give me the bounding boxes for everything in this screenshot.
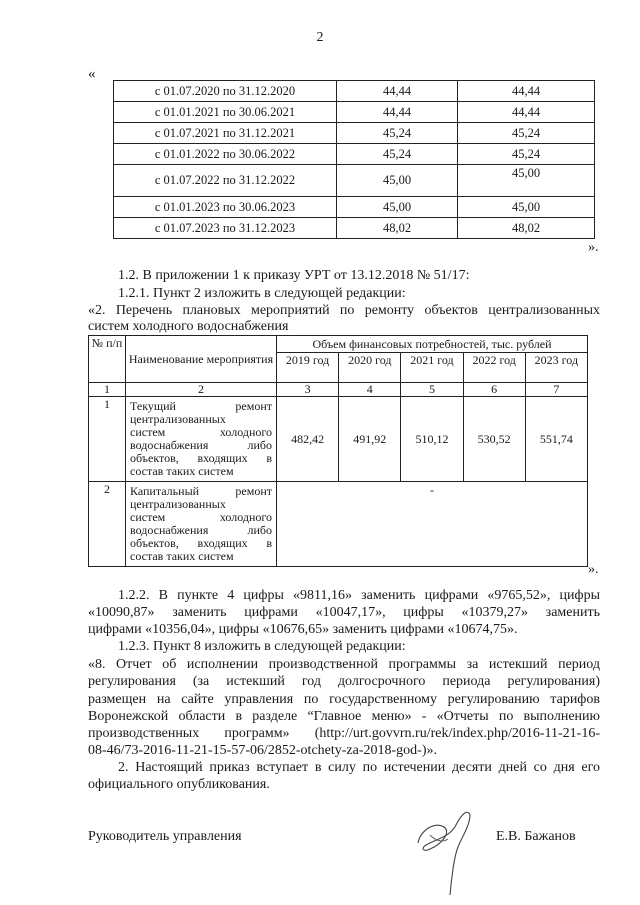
value-cell: 45,00 <box>337 165 458 197</box>
period-cell: с 01.07.2021 по 31.12.2021 <box>114 123 337 144</box>
header-volume: Объем финансовых потребностей, тыс. рублей <box>277 336 588 353</box>
closing-quote-1: ». <box>588 240 599 255</box>
dash-cell: - <box>277 482 588 567</box>
row-num: 1 <box>89 397 126 482</box>
name-line: систем холодного <box>130 510 272 524</box>
name-line: централизованных <box>130 497 226 511</box>
paragraph-2-line: «2. Перечень плановых мероприятий по ремонту объектов централизованных <box>88 303 600 318</box>
value-cell: 44,44 <box>458 102 595 123</box>
paragraph-1-2-2-line: 1.2.2. В пункте 4 цифры «9811,16» заменить цифрами «9765,52», цифры <box>118 588 600 603</box>
column-number-row <box>89 383 588 397</box>
value-cell: 44,44 <box>458 81 595 102</box>
period-cell: с 01.01.2023 по 30.06.2023 <box>114 197 337 218</box>
value-cell: 551,74 <box>525 397 587 482</box>
value-cell: 530,52 <box>463 397 525 482</box>
header-year: 2023 год <box>525 353 587 383</box>
period-cell: с 01.07.2022 по 31.12.2022 <box>114 165 337 197</box>
paragraph-1-2-2-line: «10090,87» заменить цифрами «10047,17», цифры «10379,27» заменить <box>88 605 600 620</box>
paragraph-8-line: регулирования (за истекший год долгосрочного периода регулирования) <box>88 674 600 689</box>
paragraph-1-2-2-line: цифрами «10356,04», цифры «10676,65» заменить цифрами «10674,75». <box>88 622 518 637</box>
signature-name: Е.В. Бажанов <box>496 829 576 844</box>
table-row <box>114 123 595 144</box>
page-number: 2 <box>316 30 324 45</box>
paragraph-8-line: «8. Отчет об исполнении производственной программы за истекший период <box>88 657 600 672</box>
paragraph-1-2-1: 1.2.1. Пункт 2 изложить в следующей редакции: <box>118 286 406 301</box>
tariff-table <box>113 80 595 239</box>
value-cell: 45,00 <box>458 197 595 218</box>
value-cell: 48,02 <box>337 218 458 239</box>
paragraph-8-line: размещен на сайте управления по государственному регулированию тарифов <box>88 692 600 707</box>
value-cell: 45,24 <box>337 123 458 144</box>
period-cell: с 01.01.2022 по 30.06.2022 <box>114 144 337 165</box>
value-cell: 510,12 <box>401 397 463 482</box>
paragraph-8-line: производственных программ» (http://urt.govvrn.ru/rek/index.php/2016-11-21-16- <box>88 726 600 741</box>
value-cell: 491,92 <box>339 397 401 482</box>
name-line: Текущий ремонт <box>130 399 272 413</box>
table-row <box>89 397 588 482</box>
final-paragraph-line: официального опубликования. <box>88 777 270 792</box>
name-line: систем холодного <box>130 425 272 439</box>
value-cell: 482,42 <box>277 397 339 482</box>
paragraph-2-line: систем холодного водоснабжения <box>88 319 289 334</box>
event-name <box>126 482 277 567</box>
table-row <box>114 165 595 197</box>
table-row <box>114 197 595 218</box>
value-cell: 45,24 <box>458 123 595 144</box>
period-cell: с 01.07.2020 по 31.12.2020 <box>114 81 337 102</box>
name-line: состав таких систем <box>130 464 234 478</box>
value-cell: 48,02 <box>458 218 595 239</box>
name-line: объектов, входящих в <box>130 451 272 465</box>
table-row <box>114 102 595 123</box>
signature-label: Руководитель управления <box>88 829 242 844</box>
events-table <box>88 335 588 567</box>
column-number: 3 <box>277 383 339 397</box>
value-cell: 45,00 <box>337 197 458 218</box>
header-name: Наименование мероприятия <box>126 336 277 383</box>
column-number: 5 <box>401 383 463 397</box>
final-paragraph-line: 2. Настоящий приказ вступает в силу по истечении десяти дней со дня его <box>118 760 600 775</box>
event-name <box>126 397 277 482</box>
value-cell: 45,00 <box>458 165 595 197</box>
value-cell: 44,44 <box>337 81 458 102</box>
paragraph-1-2-3: 1.2.3. Пункт 8 изложить в следующей редакции: <box>118 639 406 654</box>
header-year: 2022 год <box>463 353 525 383</box>
table-row <box>114 81 595 102</box>
opening-quote: « <box>88 66 96 82</box>
table-row <box>114 218 595 239</box>
column-number: 6 <box>463 383 525 397</box>
paragraph-1-2: 1.2. В приложении 1 к приказу УРТ от 13.12.2018 № 51/17: <box>118 268 470 283</box>
column-number: 2 <box>126 383 277 397</box>
period-cell: с 01.07.2023 по 31.12.2023 <box>114 218 337 239</box>
value-cell: 45,24 <box>337 144 458 165</box>
name-line: объектов, входящих в <box>130 536 272 550</box>
header-year: 2020 год <box>339 353 401 383</box>
value-cell: 45,24 <box>458 144 595 165</box>
table-row <box>89 482 588 567</box>
header-year: 2019 год <box>277 353 339 383</box>
handwritten-signature <box>400 795 490 905</box>
paragraph-8-line: 08-46/73-2016-11-21-15-57-06/2852-otchety-za-2018-god-)». <box>88 743 438 758</box>
column-number: 1 <box>89 383 126 397</box>
value-cell: 44,44 <box>337 102 458 123</box>
column-number: 7 <box>525 383 587 397</box>
name-line: Капитальный ремонт <box>130 484 272 498</box>
name-line: водоснабжения либо <box>130 438 272 452</box>
header-year: 2021 год <box>401 353 463 383</box>
row-num: 2 <box>89 482 126 567</box>
table-row <box>114 144 595 165</box>
name-line: централизованных <box>130 412 226 426</box>
closing-quote-2: ». <box>588 562 599 577</box>
column-number: 4 <box>339 383 401 397</box>
name-line: водоснабжения либо <box>130 523 272 537</box>
header-num: № п/п <box>89 336 126 383</box>
table-header-row <box>89 336 588 353</box>
period-cell: с 01.01.2021 по 30.06.2021 <box>114 102 337 123</box>
paragraph-8-line: Воронежской области в разделе “Главное меню» - «Отчеты по выполнению <box>88 709 600 724</box>
name-line: состав таких систем <box>130 549 234 563</box>
